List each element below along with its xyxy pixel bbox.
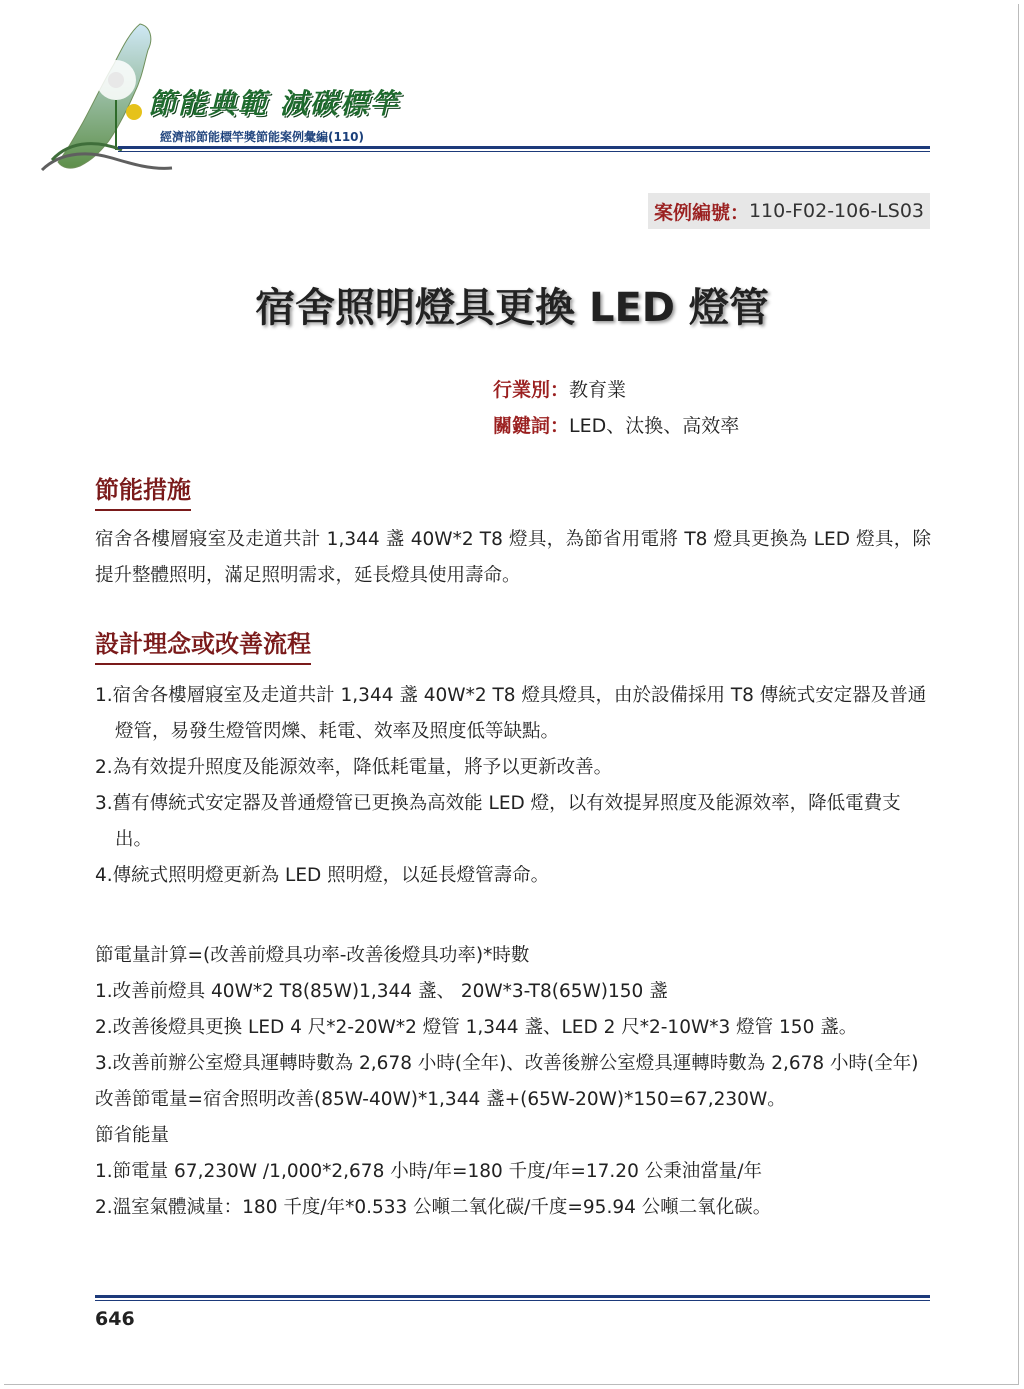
calc-item: 2.改善後燈具更換 LED 4 尺*2-20W*2 燈管 1,344 盞、LED 2 尺*2-10W*3 燈管 150 盞。 [95, 1017, 858, 1038]
saving-line: 改善節電量=宿舍照明改善(85W-40W)*1,344 盞+(65W-20W)*150=67,230W。 [95, 1089, 786, 1110]
header-rule [118, 146, 930, 149]
industry-value: 教育業 [569, 379, 627, 401]
section-heading-design: 設計理念或改善流程 [95, 624, 311, 665]
list-item: 1.宿舍各樓層寢室及走道共計 1,344 盞 40W*2 T8 燈具燈具，由於設備採用 T8 傳統式安定器及普通燈管，易發生燈管閃爍、耗電、效率及照度低等缺點。 [95, 685, 927, 742]
footer-rule-thin [95, 1300, 930, 1301]
brand-title: 節能典範 減碳標竿 [148, 87, 400, 120]
calc-item: 3.改善前辦公室燈具運轉時數為 2,678 小時(全年)、改善後辦公室燈具運轉時數為 2,678 小時(全年) [95, 1053, 919, 1074]
design-list [95, 678, 931, 894]
energy-title: 節省能量 [95, 1125, 170, 1146]
energy-item: 2.溫室氣體減量：180 千度/年*0.533 公噸二氧化碳/千度=95.94 公噸二氧化碳。 [95, 1197, 772, 1218]
calc-item: 1.改善前燈具 40W*2 T8(85W)1,344 盞、 20W*3-T8(65W)150 盞 [95, 981, 668, 1002]
keywords-label: 關鍵詞： [493, 415, 570, 437]
page-title: 宿舍照明燈具更換 LED 燈管 [255, 285, 769, 331]
case-number-value: 110-F02-106-LS03 [748, 200, 924, 222]
meta-block [493, 372, 739, 444]
industry-label: 行業別： [493, 379, 570, 401]
measures-body [95, 522, 931, 594]
list-item: 2.為有效提升照度及能源效率，降低耗電量，將予以更新改善。 [95, 757, 613, 778]
keywords-row [493, 408, 739, 444]
footer-rule [95, 1295, 930, 1298]
energy-item: 1.節電量 67,230W /1,000*2,678 小時/年=180 千度/年=17.20 公秉油當量/年 [95, 1161, 762, 1182]
case-number-label: 案例編號： [653, 201, 749, 224]
brand-subtitle: 經濟部節能標竿獎節能案例彙編(110) [160, 130, 365, 144]
list-item: 4.傳統式照明燈更新為 LED 照明燈，以延長燈管壽命。 [95, 865, 550, 886]
page-number: 646 [95, 1308, 135, 1330]
industry-row [493, 372, 739, 408]
list-item: 3.舊有傳統式安定器及普通燈管已更換為高效能 LED 燈，以有效提昇照度及能源效率，降低電費支出。 [95, 793, 901, 850]
keywords-value: LED、汰換、高效率 [569, 415, 740, 437]
section-heading-measures: 節能措施 [95, 470, 191, 511]
header-rule-thin [118, 151, 930, 152]
calculation-body [95, 938, 931, 1226]
design-body [95, 678, 931, 894]
case-number-box [648, 193, 930, 229]
calc-title: 節電量計算=(改善前燈具功率-改善後燈具功率)*時數 [95, 945, 530, 966]
measures-paragraph: 宿舍各樓層寢室及走道共計 1,344 盞 40W*2 T8 燈具，為節省用電將 T8 燈具更換為 LED 燈具，除提升整體照明，滿足照明需求，延長燈具使用壽命。 [95, 529, 931, 586]
